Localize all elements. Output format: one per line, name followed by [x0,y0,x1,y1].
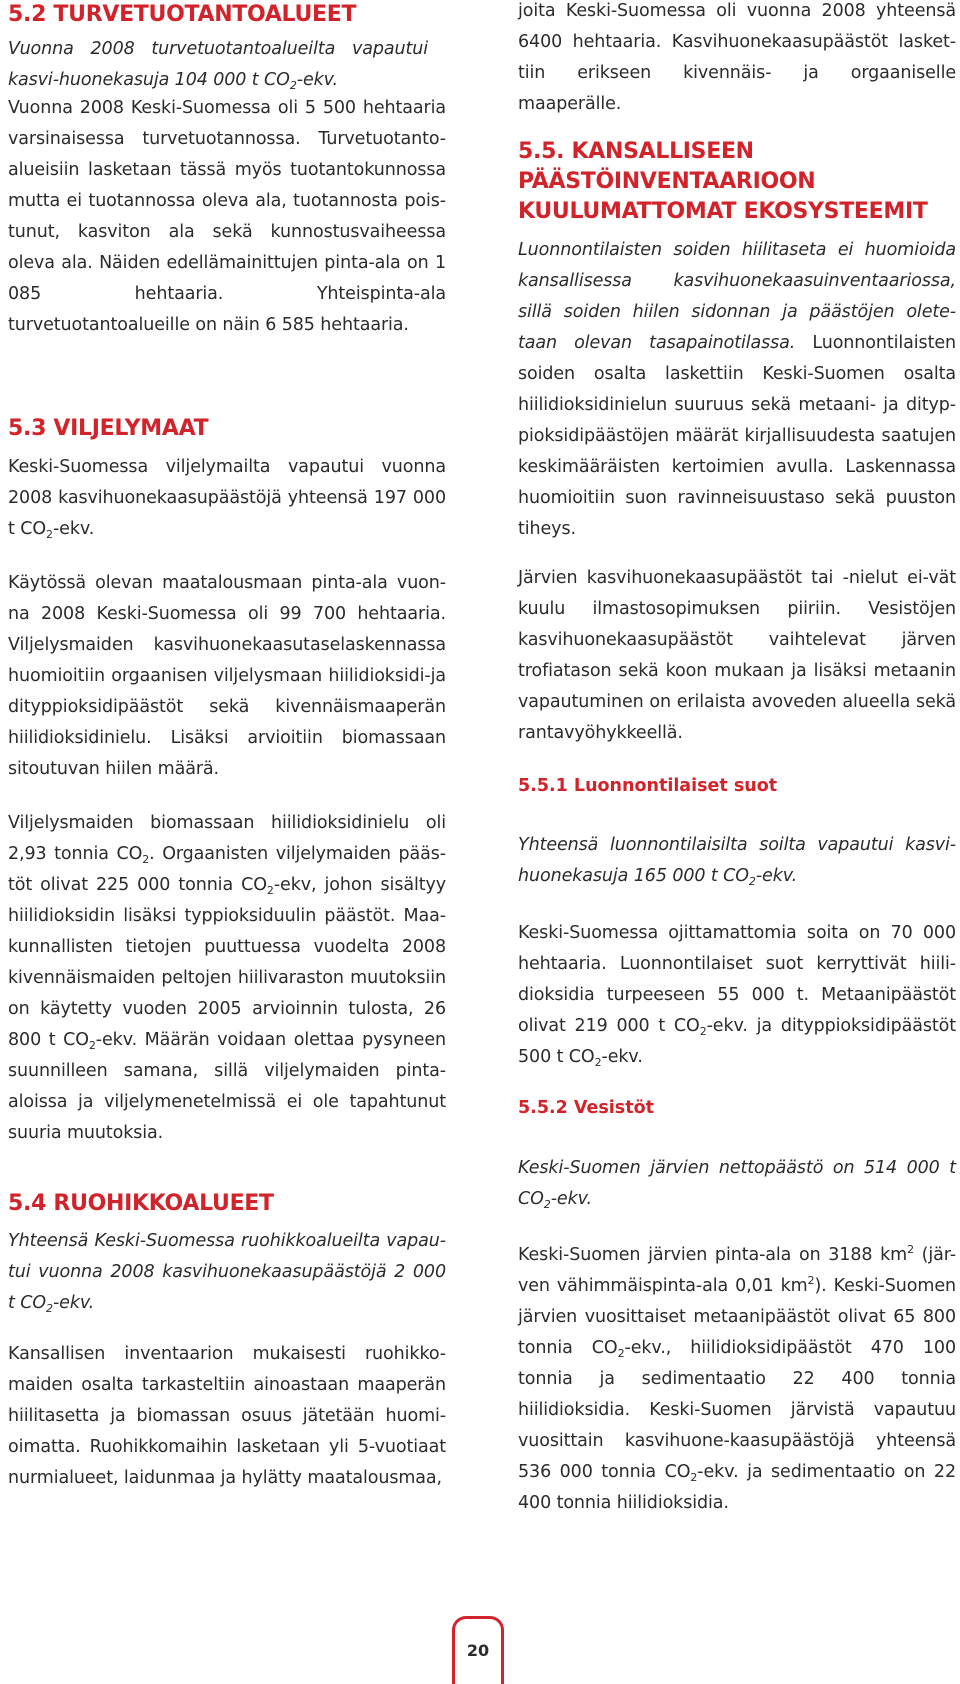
section-5-3-paragraph-1: Käytössä olevan maatalousmaan pinta-ala vuon-na 2008 Keski-Suomessa oli 99 700 hehtaaria. Viljelysmaiden kasvihuonekaasutaselaskennassa huomioitiin orgaanisen viljelysmaan hiilidioksidi-ja dityppioksidipäästöt sekä kivennäismaaperän hiilidioksidinielu. Lisäksi arvioitiin biomassaan sitoutuvan hiilen määrä. [8,573,446,779]
section-5-2-lead: Vuonna 2008 turvetuotantoalueilta vapautui kasvi-huonekasuja 104 000 t $CO_2$-ekv. [8,39,428,92]
section-5-4-body: Kansallisen inventaarion mukaisesti ruohikko-maiden osalta tarkasteltiin ainoastaan maaperän hiilitasetta ja biomassan osuus jätetään huomi-oimatta. Ruohikkomaihin lasketaan yli 5-vuotiaat nurmialueet, laidunmaa ja hylätty maatalousmaa, [8,1344,446,1488]
section-5-3-paragraph-2: Viljelysmaiden biomassaan hiilidioksidinielu oli 2,93 tonnia $CO_2$. Orgaanisten viljelymaiden pääs-töt olivat 225 000 tonnia $CO_2$-ekv, johon sisältyy hiilidioksidin lisäksi typpioksiduulin päästöt. Maa-kunnallisten tietojen puuttuessa vuodelta 2008 kivennäismaiden peltojen hiilivaraston muutoksiin on käytetty vuoden 2005 arvioinnin tulosta, 26 800 t $CO_2$-ekv. Määrän voidaan olettaa pysyneen suunnilleen samana, sillä viljelymaiden pinta-aloissa ja viljelymenetelmissä ei ole tapahtunut suuria muutoksia. [8,813,446,1143]
section-5-5-2-body: Keski-Suomen järvien pinta-ala on 3188 $km^2$ (jär-ven vähimmäispinta-ala 0,01 $km^2$). Keski-Suomen järvien vuosittaiset metaanipäästöt olivat 65 800 tonnia $CO_2$-ekv., hiilidioksidipäästöt 470 100 tonnia ja sedimentaatio 22 400 tonnia hiilidioksidia. Keski-Suomen järvistä vapautuu vuosittain kasvihuone-kaasupäästöjä yhteensä 536 000 tonnia $CO_2$-ekv. ja sedimentaatio on 22 400 tonnia hiilidioksidia. [518,1243,956,1513]
section-5-5-heading: 5.5. KANSALLISEEN PÄÄSTÖINVENTAARIOON KUULUMATTOMAT EKOSYSTEEMIT [518,139,928,224]
section-5-5-2-heading: 5.5.2 Vesistöt [518,1098,654,1118]
page-number: 20 [452,1616,504,1684]
section-5-5-2-lead: Keski-Suomen järvien nettopäästö on 514 000 t $CO_2$-ekv. [518,1158,956,1211]
continued-paragraph: joita Keski-Suomessa oli vuonna 2008 yhteensä 6400 hehtaaria. Kasvihuonekaasupäästöt lasket-tiin erikseen kivennäis- ja orgaaniselle maaperälle. [518,1,956,114]
section-5-5-lead: Luonnontilaisten soiden hiilitaseta ei huomioida kansallisessa kasvihuonekaasuinventaariossa, sillä soiden hiilen sidonnan ja päästöjen olete-taan olevan tasapainotilassa. Luonnontilaisten soiden osalta laskettiin Keski-Suomen osalta hiilidioksidinielun suuruus sekä metaani- ja dityp-pioksidipäästöjen määrät kirjallisuudesta saatujen keskimääräisten kertoimien avulla. Laskennassa huomioitiin suon ravinneisuustaso sekä puuston tiheys. [518,240,956,539]
section-5-2-body: Vuonna 2008 Keski-Suomessa oli 5 500 hehtaaria varsinaisessa turvetuotannossa. Turvetuotanto-alueisiin lasketaan tässä myös tuotantokunnossa mutta ei tuotannossa oleva ala, tuotannosta pois-tunut, kasviton ala sekä kunnostusvaiheessa oleva ala. Näiden edellämainittujen pinta-ala on 1 085 hehtaaria. Yhteispinta-ala turvetuotantoalueille on näin 6 585 hehtaaria. [8,98,446,335]
section-5-4-heading: 5.4 RUOHIKKOALUEET [8,1191,274,1216]
section-5-4-lead: Yhteensä Keski-Suomessa ruohikkoalueilta vapau-tui vuonna 2008 kasvihuonekaasupäästöjä 2 000 t $CO_2$-ekv. [8,1231,446,1315]
section-5-5-paragraph-2: Järvien kasvihuonekaasupäästöt tai -nielut ei-vät kuulu ilmastosopimuksen piiriin. Vesistöjen kasvihuonekaasupäästöt vaihtelevat järven trofiatason sekä koon mukaan ja lisäksi metaanin vapautuminen on erilaista avoveden alueella sekä rantavyöhykkeellä. [518,568,956,743]
section-5-5-1-lead: Yhteensä luonnontilaisilta soilta vapautui kasvi-huonekasuja 165 000 t $CO_2$-ekv. [518,835,956,888]
section-5-5-1-body: Keski-Suomessa ojittamattomia soita on 70 000 hehtaaria. Luonnontilaiset suot kerryttivät hiili-dioksidia turpeeseen 55 000 t. Metaanipäästöt olivat 219 000 t $CO_2$-ekv. ja dityppioksidipäästöt 500 t $CO_2$-ekv. [518,923,956,1069]
section-5-3-heading: 5.3 VILJELYMAAT [8,416,209,441]
section-5-2-heading: 5.2 TURVETUOTANTOALUEET [8,2,357,27]
section-5-3-lead: Keski-Suomessa viljelymailta vapautui vuonna 2008 kasvihuonekaasupäästöjä yhteensä 197 000 t $CO_2$-ekv. [8,457,446,541]
section-5-5-1-heading: 5.5.1 Luonnontilaiset suot [518,776,778,796]
